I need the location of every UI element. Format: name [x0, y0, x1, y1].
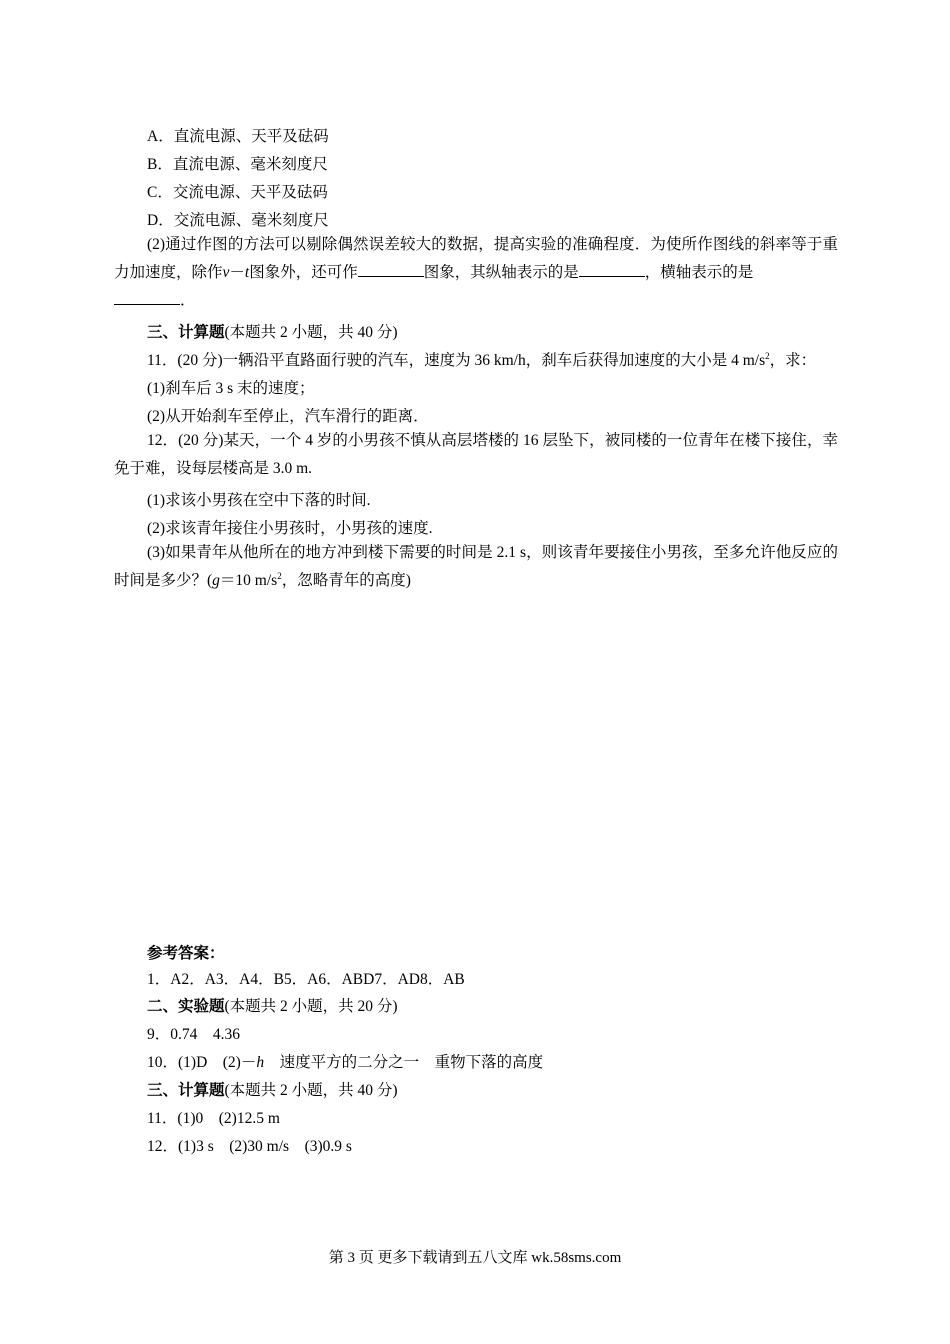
answers-section-2-title: 二、实验题: [147, 998, 225, 1015]
option-c: C．交流电源、天平及砝码: [147, 184, 328, 201]
q12-text: 12．(20 分)某天，一个 4 岁的小男孩不慎从高层塔楼的 16 层坠下，被同楼的一位青年在楼下接住，幸免于难，设每层楼高是 3.0 m.: [114, 432, 838, 477]
answers-line-1: 1．A2．A3．A4．B5．A6．ABD7．AD8．AB: [147, 971, 465, 988]
answers-section-3: [147, 1078, 398, 1100]
page-footer: 第 3 页 更多下载请到五八文库 wk.58sms.com: [328, 1250, 622, 1266]
question-12-part-3: [114, 539, 838, 595]
answers-section-3-subtitle: (本题共 2 小题，共 40 分): [224, 1082, 398, 1099]
answers-section-2: [147, 994, 398, 1016]
q12-3-value: ＝10 m/s: [219, 572, 278, 589]
g-symbol: g: [212, 572, 220, 589]
option-d: D．交流电源、毫米刻度尺: [147, 212, 329, 229]
answer-blank-1[interactable]: [358, 275, 424, 277]
question-10-part-2: [114, 231, 838, 315]
section-3-heading: [147, 320, 398, 342]
question-11: [147, 348, 816, 370]
dash: －: [229, 264, 245, 281]
t-symbol: t: [244, 264, 250, 281]
q12-3-end: ，忽略青年的高度): [281, 572, 411, 589]
v-symbol: v: [222, 264, 230, 281]
question-12-part-2: (2)求该青年接住小男孩时，小男孩的速度.: [147, 520, 433, 537]
question-11-part-1: (1)刹车后 3 s 末的速度；: [147, 380, 315, 397]
option-b: B．直流电源、毫米刻度尺: [147, 156, 328, 173]
q11-superscript: 2: [765, 351, 770, 361]
answers-section-3-title: 三、计算题: [147, 1082, 225, 1099]
q12-3-text: (3)如果青年从他所在的地方冲到楼下需要的时间是 2.1 s，则该青年要接住小男孩，至多允许他反应的时间是多少？(: [114, 544, 838, 589]
answers-10-text: 10．(1)D (2)－: [147, 1054, 257, 1071]
q10-2-text: (2)通过作图的方法可以剔除偶然误差较大的数据，提高实验的准确程度．为使所作图线的斜率等于重力加速度，除作: [114, 236, 838, 281]
question-12-part-1: (1)求该小男孩在空中下落的时间.: [147, 492, 371, 509]
section-3-subtitle: (本题共 2 小题，共 40 分): [224, 324, 398, 341]
q11-text: 11．(20 分)一辆沿平直路面行驶的汽车，速度为 36 km/h，刹车后获得加速度的大小是 4 m/s: [147, 352, 766, 369]
answers-line-10: [147, 1050, 543, 1072]
question-11-part-2: (2)从开始刹车至停止，汽车滑行的距离．: [147, 408, 429, 425]
q12-superscript: 2: [277, 571, 282, 581]
q10-2-end: ．: [180, 292, 196, 309]
answer-blank-2[interactable]: [579, 275, 645, 277]
q11-text-end: ，求：: [769, 352, 817, 369]
q10-2-text-2: 图象外，还可作: [249, 264, 358, 281]
question-12: [114, 427, 838, 483]
answers-line-9: 9．0.74 4.36: [147, 1026, 241, 1043]
answers-heading: 参考答案：: [147, 945, 225, 962]
answers-line-11: 11．(1)0 (2)12.5 m: [147, 1110, 280, 1127]
h-symbol: h: [256, 1054, 265, 1071]
answers-10-text-end: 速度平方的二分之一 重物下落的高度: [264, 1054, 544, 1071]
answers-line-12: 12．(1)3 s (2)30 m/s (3)0.9 s: [147, 1138, 352, 1155]
section-3-title: 三、计算题: [147, 324, 225, 341]
q10-2-text-3: 图象，其纵轴表示的是: [423, 264, 579, 281]
q10-2-text-4: ，横轴表示的是: [644, 264, 754, 281]
option-a: A．直流电源、天平及砝码: [147, 128, 329, 145]
answers-section-2-subtitle: (本题共 2 小题，共 20 分): [224, 998, 398, 1015]
answer-blank-3[interactable]: [114, 303, 180, 305]
